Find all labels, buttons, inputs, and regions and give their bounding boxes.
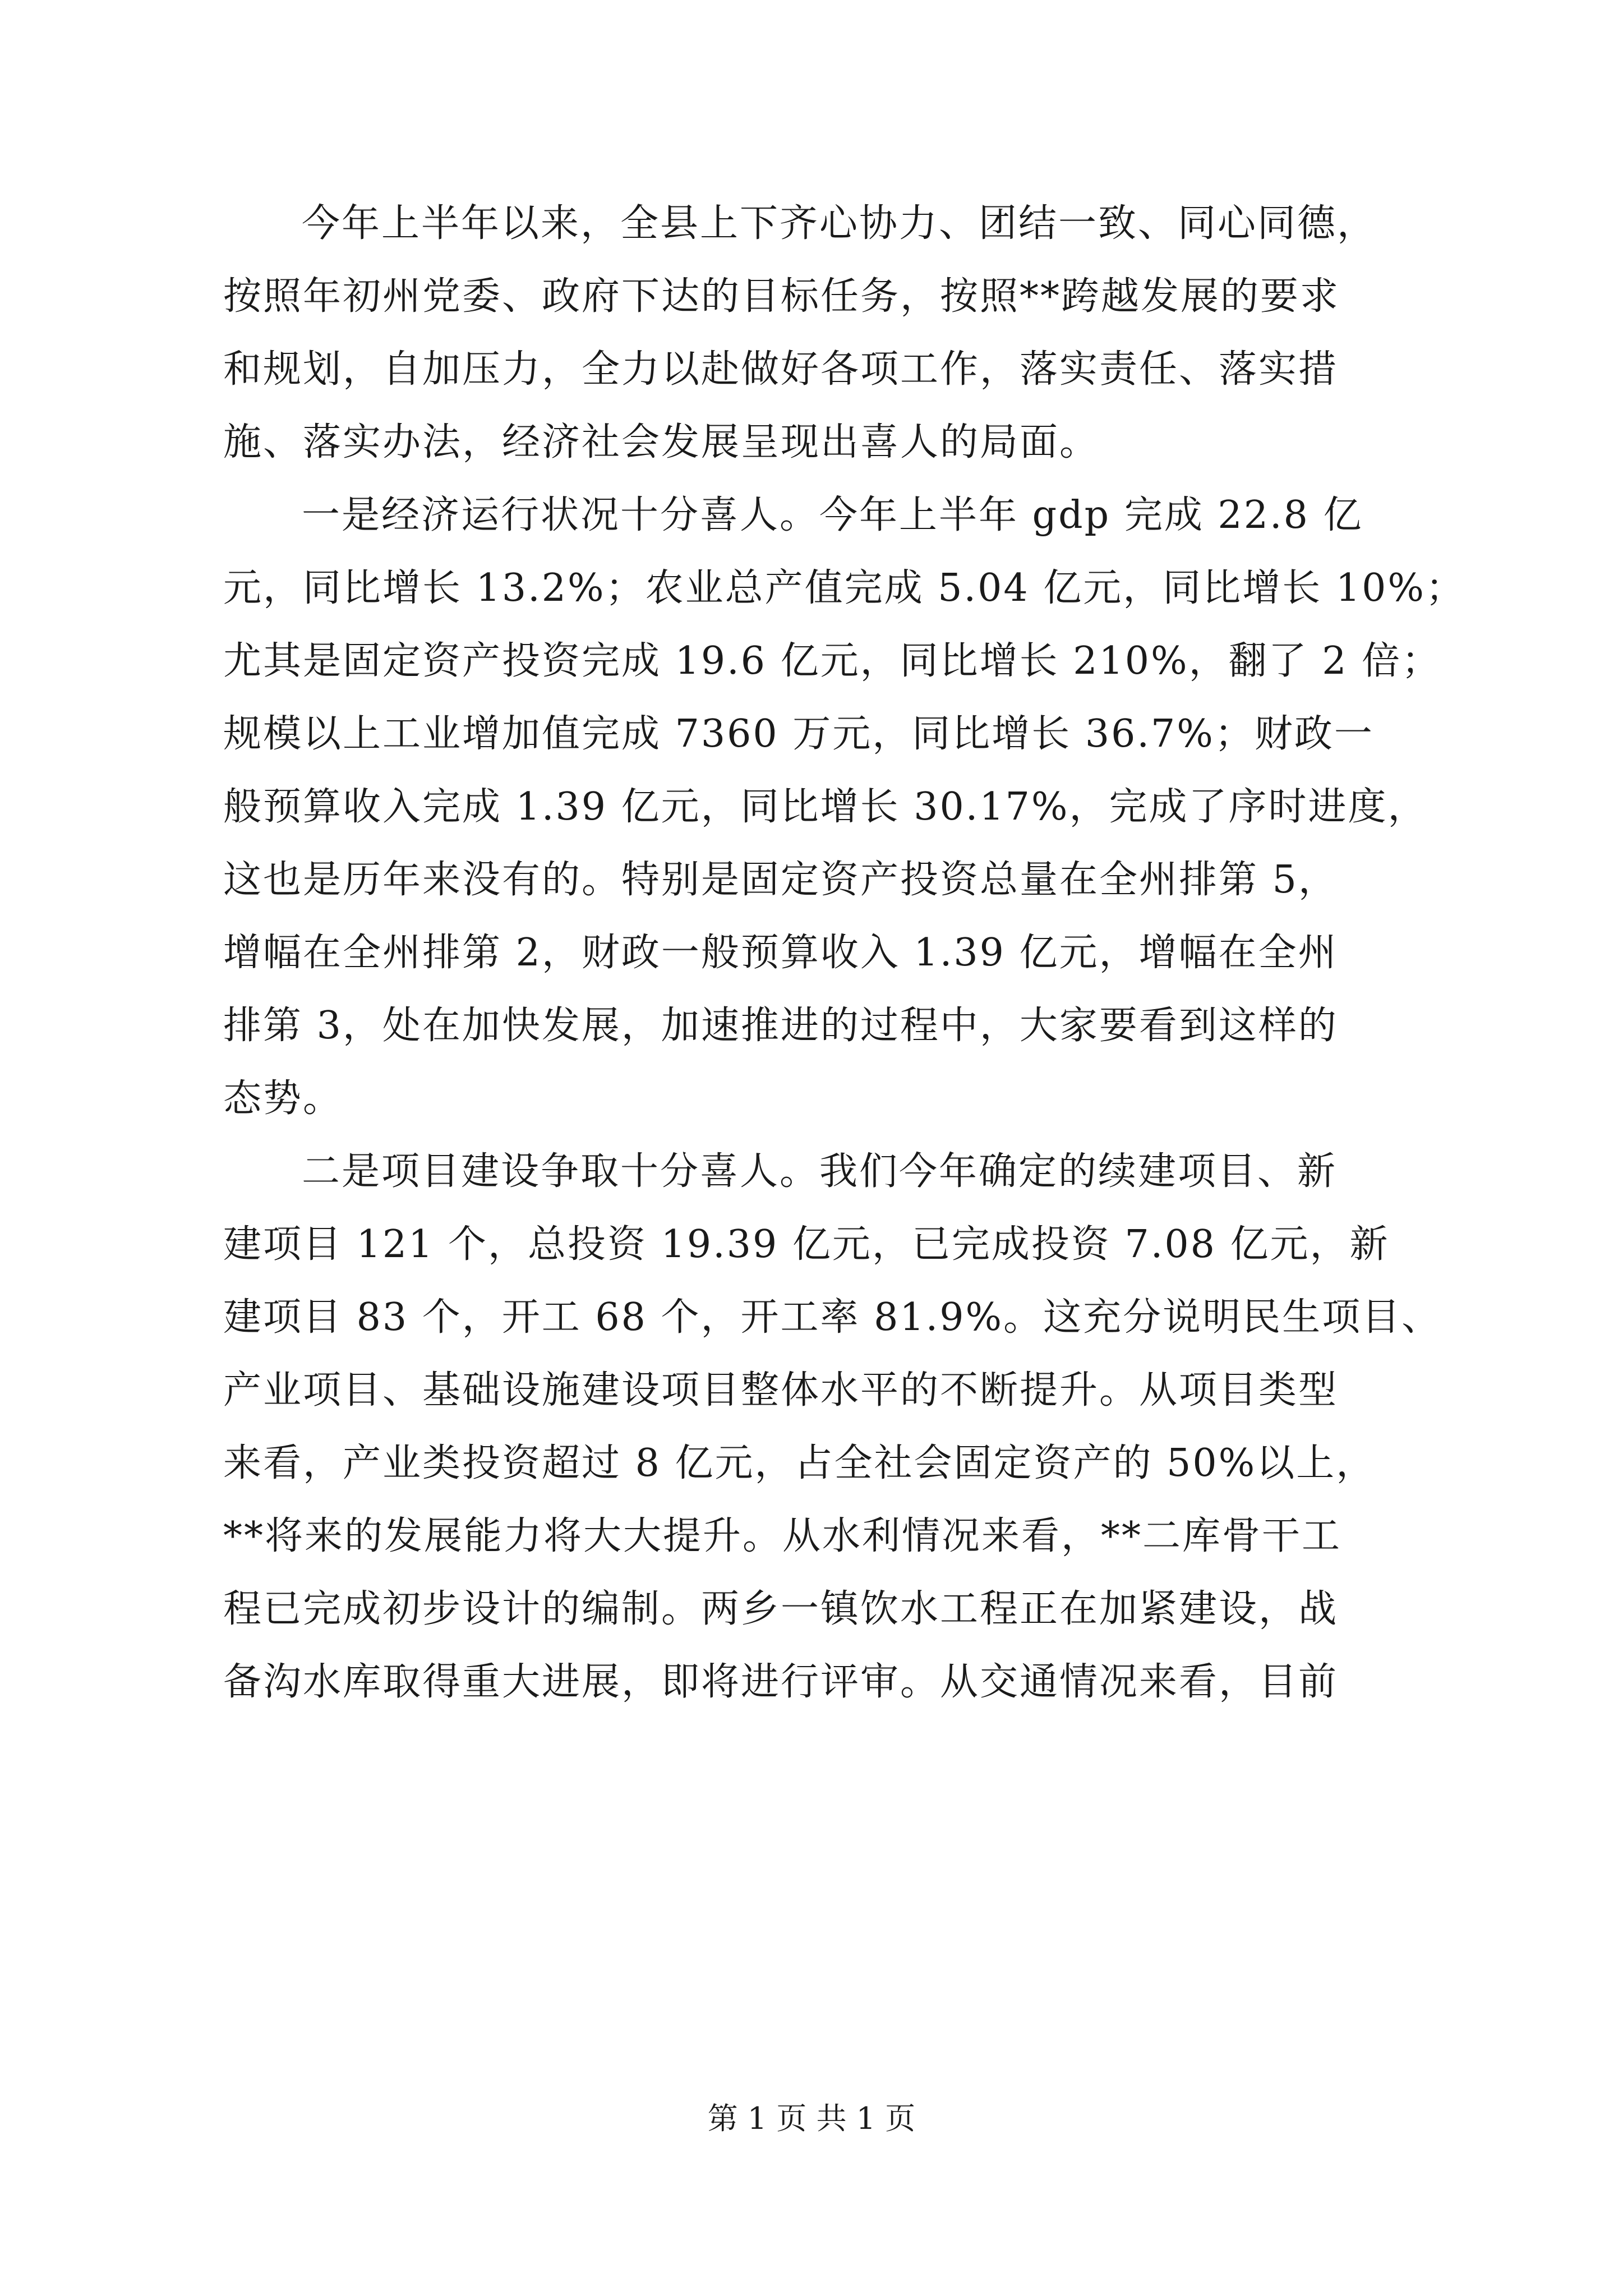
text-line: 尤其是固定资产投资完成 19.6 亿元，同比增长 210%，翻了 2 倍； [223, 639, 1442, 683]
text-line: 二是项目建设争取十分喜人。我们今年确定的续建项目、新 [302, 1149, 1338, 1194]
text-line: 备沟水库取得重大进展，即将进行评审。从交通情况来看，目前 [223, 1660, 1339, 1704]
text-line: 施、落实办法，经济社会发展呈现出喜人的局面。 [223, 420, 1100, 464]
text-line: 和规划，自加压力，全力以赴做好各项工作，落实责任、落实措 [223, 347, 1339, 392]
text-line: 建项目 83 个，开工 68 个，开工率 81.9%。这充分说明民生项目、 [223, 1295, 1442, 1340]
text-line: 按照年初州党委、政府下达的目标任务，按照**跨越发展的要求 [223, 274, 1340, 319]
text-line: 一是经济运行状况十分喜人。今年上半年 gdp 完成 22.8 亿 [302, 493, 1363, 537]
text-line: 今年上半年以来，全县上下齐心协力、团结一致、同心同德， [302, 201, 1377, 246]
text-line: 建项目 121 个，总投资 19.39 亿元，已完成投资 7.08 亿元，新 [223, 1222, 1390, 1267]
text-line: 态势。 [223, 1076, 343, 1121]
page-number-footer: 第 1 页 共 1 页 [707, 2101, 916, 2136]
text-line: 产业项目、基础设施建设项目整体水平的不断提升。从项目类型 [223, 1368, 1339, 1412]
text-line: 般预算收入完成 1.39 亿元，同比增长 30.17%，完成了序时进度， [223, 785, 1428, 829]
text-line: 这也是历年来没有的。特别是固定资产投资总量在全州排第 5， [223, 858, 1338, 902]
text-line: **将来的发展能力将大大提升。从水利情况来看，**二库骨干工 [223, 1514, 1342, 1558]
text-line: 程已完成初步设计的编制。两乡一镇饮水工程正在加紧建设，战 [223, 1587, 1339, 1631]
text-line: 来看，产业类投资超过 8 亿元，占全社会固定资产的 50%以上， [223, 1441, 1376, 1485]
text-line: 规模以上工业增加值完成 7360 万元，同比增长 36.7%；财政一 [223, 712, 1374, 756]
text-line: 排第 3，处在加快发展，加速推进的过程中，大家要看到这样的 [223, 1004, 1338, 1048]
text-line: 元，同比增长 13.2%；农业总产值完成 5.04 亿元，同比增长 10%； [223, 566, 1466, 610]
text-line: 增幅在全州排第 2，财政一般预算收入 1.39 亿元，增幅在全州 [223, 931, 1338, 975]
